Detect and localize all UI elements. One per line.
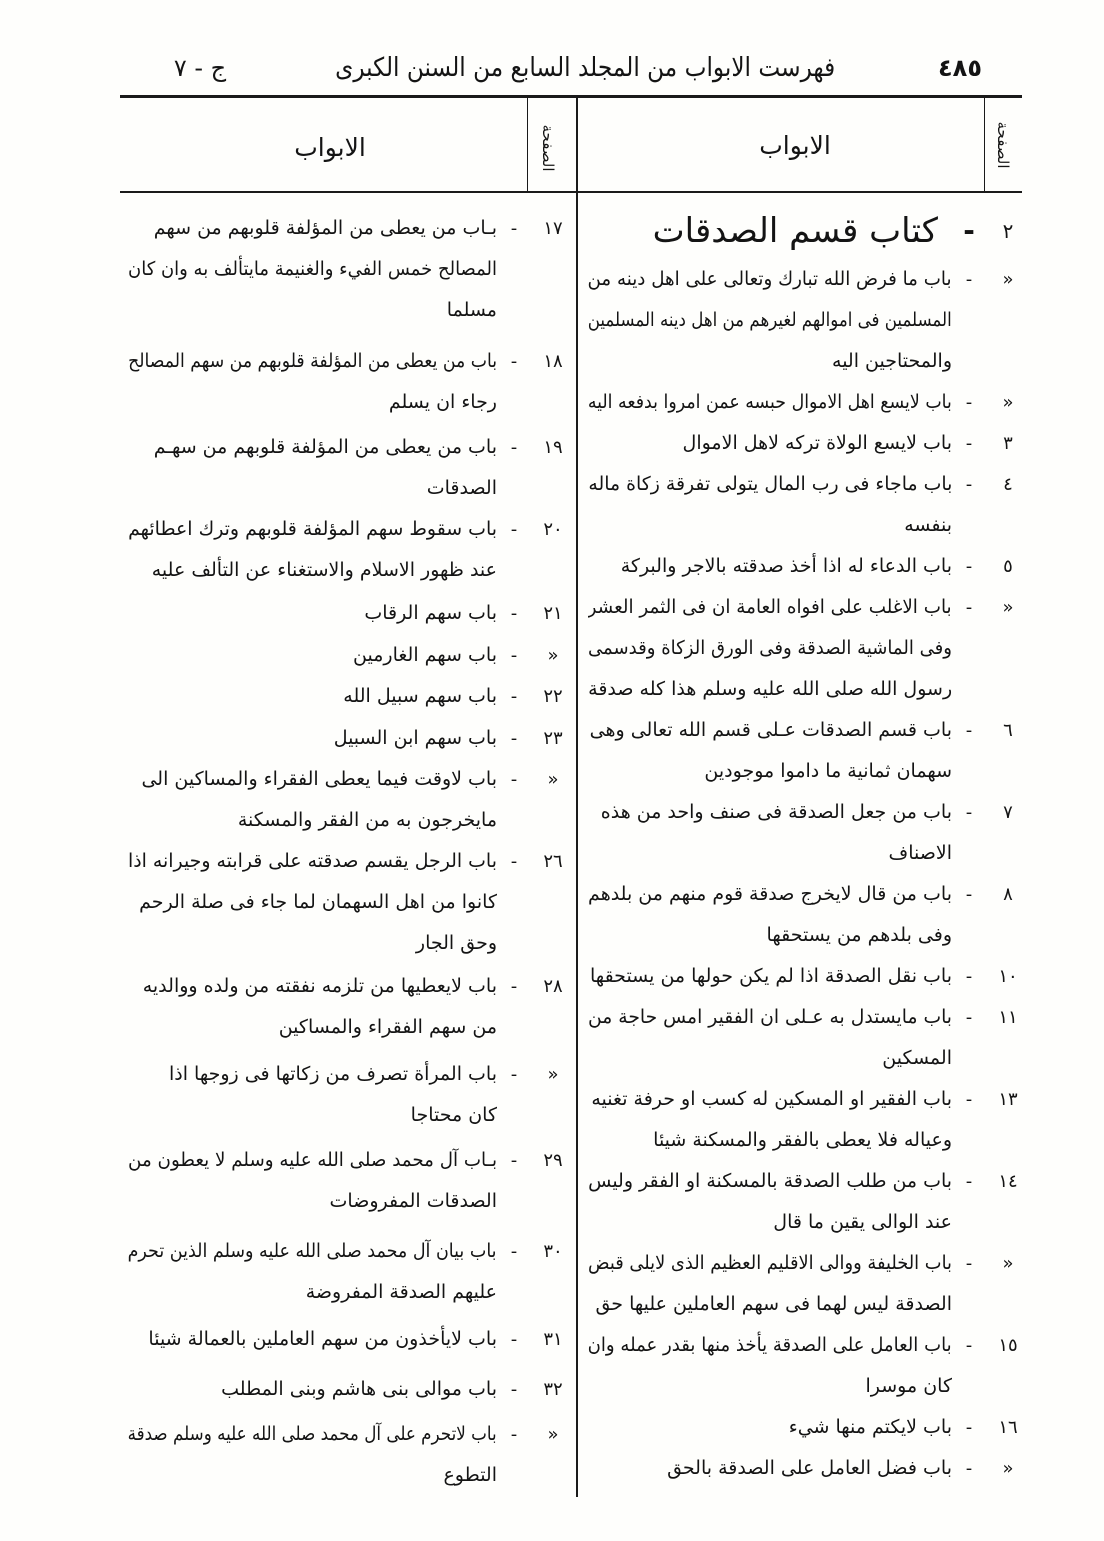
entry-page-number: ٥: [1003, 556, 1013, 577]
entry-text: [588, 546, 952, 587]
entry-text-line: [588, 956, 952, 997]
entry-dash: -: [510, 685, 518, 707]
right-column: [588, 203, 1030, 1489]
entry-dash: -: [965, 966, 973, 987]
entry-dash: -: [510, 1423, 518, 1445]
entry-text-line: [588, 669, 952, 710]
entry-text: [588, 423, 952, 464]
entry-text-line: [588, 300, 952, 341]
index-entry: [128, 1319, 575, 1360]
entry-text: [588, 464, 952, 546]
entry-page-number: «: [1002, 1253, 1014, 1274]
entry-text-line-content: باب من قال لايخرج صدقة قوم منهم من بلدهم: [588, 883, 952, 905]
entry-text-line-content: بنفسه: [904, 514, 952, 536]
entry-text-line: [128, 923, 497, 964]
entry-text-line: [128, 208, 497, 249]
index-entry: [588, 956, 1030, 997]
entry-text-line: [588, 1038, 952, 1079]
entry-text-line-content: باب المرأة تصرف من زكاتها فى زوجها اذا: [168, 1062, 497, 1085]
entry-text-line: [128, 1272, 497, 1313]
entry-dash: -: [965, 392, 973, 413]
entry-text-line-content: باب لايأخذون من سهم العاملين بالعمالة شيئا: [148, 1327, 497, 1350]
entry-text: [588, 956, 952, 997]
entry-page-number: «: [547, 1063, 559, 1085]
entry-page-number: ١٦: [998, 1417, 1018, 1438]
entry-text: [588, 710, 952, 792]
entry-text-line-content: باب من طلب الصدقة بالمسكنة او الفقر وليس: [588, 1170, 952, 1192]
entry-text-line-content: باب لاتحرم على آل محمد صلى الله عليه وسلم صدقة: [128, 1422, 497, 1445]
entry-text: [128, 593, 497, 634]
entry-text-line: [588, 1120, 952, 1161]
book-heading-title-text: كتاب قسم الصدقات: [652, 211, 938, 251]
right-page-column-label: [991, 103, 1015, 187]
entry-text-line-content: باب من يعطى من المؤلفة قلوبهم من سهـم: [153, 435, 497, 458]
left-column-heading: [180, 122, 480, 172]
entry-text: [128, 718, 497, 759]
entry-dash: -: [965, 1089, 973, 1110]
entry-page-number: ٣٢: [543, 1378, 563, 1400]
index-entry: [588, 1325, 1030, 1407]
index-entry: [588, 423, 1030, 464]
entry-text: [128, 1319, 497, 1360]
entry-page-number: ١٧: [543, 217, 563, 239]
entry-text-line: [128, 509, 497, 550]
entry-text-line: [128, 800, 497, 841]
entry-text-line-content: باب من جعل الصدقة فى صنف واحد من هذه: [600, 801, 952, 823]
entry-text-line-content: باب لايعطيها من تلزمه نفقته من ولده ووالديه: [142, 974, 497, 997]
entry-text-line-content: الاصناف: [888, 842, 952, 864]
left-page-column-label-text: الصفحة: [539, 124, 557, 172]
index-entry: [128, 509, 575, 591]
entry-dash: -: [965, 1007, 973, 1028]
entry-page-number: ٢٠: [543, 518, 563, 540]
entry-text: [588, 1079, 952, 1161]
entry-page-number: ١٨: [543, 350, 563, 372]
entry-dash: -: [510, 1149, 518, 1171]
entry-text-line: [128, 1054, 497, 1095]
entry-dash: -: [510, 975, 518, 997]
entry-text-line-content: باب الخليفة ووالى الاقليم العظيم الذى لايلى قبض: [588, 1252, 952, 1274]
entry-page-number: ٣١: [543, 1328, 563, 1350]
entry-text-line: [588, 1079, 952, 1120]
entry-dash: -: [510, 644, 518, 666]
entry-dash: -: [965, 802, 973, 823]
entry-text-line: [588, 997, 952, 1038]
entry-text-line: [588, 423, 952, 464]
entry-text-line-content: باب سهم ابن السبيل: [333, 726, 497, 749]
entry-text-line: [588, 874, 952, 915]
entry-page-number: ١٩: [543, 436, 563, 458]
entry-page-number: «: [547, 1423, 559, 1445]
entry-page-number: «: [1002, 392, 1014, 413]
entry-text-line: [128, 966, 497, 1007]
entry-text-line-content: مايخرجون به من الفقر والمسكنة: [237, 808, 497, 831]
entry-dash: -: [965, 1458, 973, 1479]
entry-page-number: ٦: [1003, 720, 1013, 741]
entry-text-line-content: مسلما: [446, 298, 497, 321]
entry-text-line: [588, 1448, 952, 1489]
entry-text-line-content: باب لايكتم منها شيء: [788, 1416, 952, 1438]
entry-text-line: [128, 593, 497, 634]
entry-dash: -: [510, 217, 518, 239]
index-entry: [128, 1140, 575, 1222]
entry-dash: -: [510, 727, 518, 749]
page-number-text: ٤٨٥: [938, 54, 982, 82]
entry-page-number: ١٠: [998, 966, 1018, 987]
page-number: [920, 48, 1000, 88]
entry-text-line-content: باب نقل الصدقة اذا لم يكن حولها من يستحقها: [590, 965, 952, 987]
entry-text-line-content: باب مايستدل به عـلى ان الفقير امس حاجة من: [588, 1006, 952, 1028]
entry-text: [128, 635, 497, 676]
entry-dash: -: [510, 768, 518, 790]
entry-text: [128, 676, 497, 717]
entry-text-line: [588, 751, 952, 792]
index-entry: [128, 841, 575, 964]
entry-text: [588, 1407, 952, 1448]
index-entry: [588, 1161, 1030, 1243]
index-entry: [128, 966, 575, 1048]
entry-page-number: ١٣: [998, 1089, 1018, 1110]
entry-text: [128, 208, 497, 331]
entry-text-line-content: الصدقات المفروضات: [329, 1189, 497, 1212]
entry-page-number: ٢٨: [543, 975, 563, 997]
book-heading-dash: -: [963, 214, 975, 247]
entry-text-line-content: رجاء ان يسلم: [388, 390, 497, 413]
entry-text-line-content: والمحتاجين اليه: [832, 350, 952, 372]
index-entry: [128, 676, 575, 717]
entry-page-number: «: [1002, 1458, 1014, 1479]
index-entry: [588, 710, 1030, 792]
index-entry: [128, 208, 575, 331]
entry-text: [588, 587, 952, 710]
index-entry: [128, 759, 575, 841]
entry-text-line-content: المسلمين فى اموالهم لغيرهم من اهل دينه المسلمين: [588, 309, 952, 331]
index-entry: [588, 874, 1030, 956]
entry-text-line: [128, 1095, 497, 1136]
right-column-heading: [640, 120, 950, 170]
entry-text: [588, 1243, 952, 1325]
entry-page-number: «: [547, 644, 559, 666]
entry-text-line: [128, 1140, 497, 1181]
entry-text-line: [588, 464, 952, 505]
entry-page-number: ٢٩: [543, 1149, 563, 1171]
entry-page-number: ٢٣: [543, 727, 563, 749]
entry-text-line-content: المسكين: [882, 1047, 952, 1069]
entry-text-line: [588, 1325, 952, 1366]
entry-text: [588, 1448, 952, 1489]
entry-text-line-content: الصدقات: [426, 476, 497, 499]
entry-text-line: [588, 1366, 952, 1407]
index-entry: [128, 1369, 575, 1410]
entry-text-line-content: وفى الماشية الصدقة وفى الورق الزكاة وقدسمى: [588, 637, 952, 659]
entry-text-line: [588, 1407, 952, 1448]
entry-text-line-content: باب بيان آل محمد صلى الله عليه وسلم الذين تحرم: [128, 1239, 497, 1262]
entry-text-line: [128, 718, 497, 759]
entry-dash: -: [510, 436, 518, 458]
entry-text-line: [588, 546, 952, 587]
entry-text-line-content: باب سهم سبيل الله: [343, 684, 497, 707]
entry-text: [128, 1414, 497, 1496]
entry-page-number: «: [1002, 597, 1014, 618]
entry-text-line: [128, 427, 497, 468]
index-entry: [588, 1243, 1030, 1325]
entry-text-line-content: باب الفقير او المسكين له كسب او حرفة تغنيه: [591, 1088, 952, 1110]
entry-text-line-content: الصدقة ليس لهما فى سهم العاملين عليها حق: [595, 1293, 952, 1315]
entry-text: [128, 1369, 497, 1410]
index-entry: [588, 1448, 1030, 1489]
entry-text-line-content: باب قسم الصدقات عـلى قسم الله تعالى وهى: [589, 719, 952, 741]
entry-text-line: [128, 1414, 497, 1455]
entry-text-line-content: وعياله فلا يعطى بالفقر والمسكنة شيئا: [653, 1129, 952, 1151]
entry-text-line-content: عليهم الصدقة المفروضة: [305, 1280, 497, 1303]
entry-dash: -: [965, 474, 973, 495]
entry-dash: -: [965, 556, 973, 577]
index-entry: [128, 1231, 575, 1313]
entry-text-line-content: بـاب آل محمد صلى الله عليه وسلم لا يعطون من: [128, 1148, 497, 1171]
index-entry: [588, 1407, 1030, 1448]
entry-text-line: [588, 1284, 952, 1325]
entry-text-line: [128, 1231, 497, 1272]
entry-dash: -: [965, 1335, 973, 1356]
right-header-divider: [984, 97, 985, 192]
entry-text-line: [588, 792, 952, 833]
index-entry: [128, 635, 575, 676]
entry-text: [128, 1054, 497, 1136]
index-entry: [588, 382, 1030, 423]
entry-page-number: ٢١: [543, 602, 563, 624]
entry-text-line: [128, 676, 497, 717]
entry-text-line-content: باب الرجل يقسم صدقته على قرابته وجيرانه اذا: [128, 849, 497, 872]
entry-text-line-content: باب العامل على الصدقة يأخذ منها بقدر عمله وان: [588, 1334, 952, 1356]
column-divider: [576, 97, 578, 1497]
right-column-heading-text: الابواب: [759, 130, 831, 160]
entry-text: [128, 509, 497, 591]
entry-page-number: ٢٦: [543, 850, 563, 872]
entry-text-line-content: باب سقوط سهم المؤلفة قلوبهم وترك اعطائهم: [128, 517, 497, 540]
entry-text: [128, 759, 497, 841]
entry-dash: -: [965, 433, 973, 454]
book-heading: [588, 203, 1030, 259]
entry-dash: -: [965, 269, 973, 290]
entry-page-number: «: [547, 768, 559, 790]
entry-page-number: ٢٢: [543, 685, 563, 707]
column-header-rule: [120, 191, 1022, 193]
entry-text-line-content: التطوع: [443, 1463, 497, 1486]
entry-text-line: [128, 1369, 497, 1410]
entry-text-line-content: باب من يعطى من المؤلفة قلوبهم من سهم المصالح: [128, 349, 497, 372]
page-title-text: فهرست الابواب من المجلد السابع من السنن الكبرى: [334, 53, 835, 83]
entry-page-number: ٣٠: [543, 1240, 563, 1262]
index-entry: [588, 792, 1030, 874]
entry-text: [588, 997, 952, 1079]
index-entry: [128, 593, 575, 634]
entry-text-line-content: باب لايسع الولاة تركه لاهل الاموال: [682, 432, 952, 454]
entry-text-line: [128, 1455, 497, 1496]
entry-text-line-content: باب سهم الرقاب: [364, 601, 497, 624]
entry-text-line-content: سهمان ثمانية ما داموا موجودين: [704, 760, 952, 782]
entry-text-line: [128, 382, 497, 423]
entry-text-line: [128, 1181, 497, 1222]
entry-text-line-content: كان موسرا: [865, 1375, 952, 1397]
entry-text: [588, 792, 952, 874]
entry-text-line-content: بـاب من يعطى من المؤلفة قلوبهم من سهم: [153, 216, 497, 239]
entry-text: [588, 874, 952, 956]
entry-dash: -: [965, 1253, 973, 1274]
entry-text-line-content: كان محتاجا: [410, 1103, 497, 1126]
entry-text-line-content: وحق الجار: [415, 931, 497, 954]
entry-text: [588, 259, 952, 382]
entry-text-line-content: باب الاغلب على افواه العامة ان فى الثمر العشر: [588, 596, 952, 618]
entry-text-line-content: باب الدعاء له اذا أخذ صدقته بالاجر والبركة: [620, 555, 952, 577]
entry-text-line: [128, 759, 497, 800]
entry-dash: -: [510, 602, 518, 624]
index-entry: [588, 997, 1030, 1079]
entry-page-number: ١٤: [998, 1171, 1018, 1192]
entry-text-line-content: كانوا من اهل السهمان لما جاء فى صلة الرحم: [139, 890, 497, 913]
entry-text-line: [588, 1161, 952, 1202]
entry-text-line: [588, 1243, 952, 1284]
entry-text-line: [588, 505, 952, 546]
entry-page-number: ٤: [1003, 474, 1013, 495]
entry-text-line-content: المصالح خمس الفيء والغنيمة مايتألف به وان كان: [128, 257, 497, 280]
entry-text-line: [128, 635, 497, 676]
entry-text: [128, 427, 497, 509]
index-entry: [128, 427, 575, 509]
entry-text-line-content: باب ماجاء فى رب المال يتولى تفرقة زكاة ماله: [588, 473, 952, 495]
right-page-column-label-text: الصفحة: [994, 121, 1012, 169]
index-entry: [588, 546, 1030, 587]
entry-text-line: [128, 341, 497, 382]
index-entry: [588, 587, 1030, 710]
entry-text-line-content: وفى بلدهم من يستحقها: [766, 924, 952, 946]
entry-text: [128, 966, 497, 1048]
left-column: [128, 208, 575, 1496]
entry-text-line-content: باب موالى بنى هاشم وبنى المطلب: [221, 1377, 497, 1400]
entry-text-line: [588, 382, 952, 423]
index-entry: [588, 464, 1030, 546]
entry-text-line: [588, 833, 952, 874]
entry-text-line: [588, 710, 952, 751]
entry-page-number: ١١: [998, 1007, 1018, 1028]
entry-dash: -: [965, 1171, 973, 1192]
entry-page-number: ٧: [1003, 802, 1013, 823]
entry-text-line-content: عند ظهور الاسلام والاستغناء عن التألف عليه: [151, 558, 497, 581]
index-entry: [128, 1414, 575, 1496]
entry-text-line-content: باب سهم الغارمين: [353, 643, 497, 666]
entry-page-number: ٣: [1003, 433, 1013, 454]
entry-text-line: [588, 1202, 952, 1243]
entry-text-line: [128, 290, 497, 331]
entry-page-number: ٨: [1003, 884, 1013, 905]
page-title: [335, 46, 835, 90]
index-entry: [588, 259, 1030, 382]
entry-text-line: [128, 249, 497, 290]
entry-dash: -: [510, 350, 518, 372]
entry-text-line: [128, 468, 497, 509]
entry-dash: -: [510, 1240, 518, 1262]
entry-text-line-content: من سهم الفقراء والمساكين: [278, 1015, 497, 1038]
left-column-heading-text: الابواب: [294, 132, 366, 162]
index-entry: [128, 718, 575, 759]
left-page-column-label: [536, 106, 560, 190]
entry-page-number: «: [1002, 269, 1014, 290]
entry-dash: -: [510, 1378, 518, 1400]
entry-dash: -: [510, 850, 518, 872]
entry-text-line-content: رسول الله صلى الله عليه وسلم هذا كله صدقة: [588, 678, 952, 700]
entry-text-line-content: باب لايسع اهل الاموال حبسه عمن امروا بدفعه اليه: [588, 391, 952, 413]
entry-text-line: [588, 915, 952, 956]
entry-dash: -: [965, 1417, 973, 1438]
book-heading-title: [588, 203, 952, 259]
entry-text: [128, 1140, 497, 1222]
entry-text: [128, 841, 497, 964]
header-rule: [120, 95, 1022, 98]
book-heading-page-number: ٢: [1002, 219, 1014, 243]
entry-text-line: [128, 1319, 497, 1360]
entry-text-line-content: باب ما فرض الله تبارك وتعالى على اهل دينه من: [588, 268, 952, 290]
volume-label: [140, 48, 260, 88]
entry-text: [128, 1231, 497, 1313]
entry-text-line: [588, 259, 952, 300]
entry-page-number: ١٥: [998, 1335, 1018, 1356]
entry-dash: -: [510, 1328, 518, 1350]
index-entry: [128, 341, 575, 423]
entry-text-line-content: عند الوالى يقين ما قال: [773, 1211, 952, 1233]
entry-dash: -: [965, 597, 973, 618]
entry-dash: -: [510, 1063, 518, 1085]
entry-text: [588, 1325, 952, 1407]
entry-dash: -: [510, 518, 518, 540]
entry-dash: -: [965, 884, 973, 905]
index-entry: [588, 1079, 1030, 1161]
index-entry: [128, 1054, 575, 1136]
entry-text-line-content: باب لاوقت فيما يعطى الفقراء والمساكين الى: [141, 767, 497, 790]
entry-dash: -: [965, 720, 973, 741]
entry-text-line-content: باب فضل العامل على الصدقة بالحق: [667, 1457, 952, 1479]
entry-text-line: [128, 550, 497, 591]
entry-text-line: [588, 341, 952, 382]
entry-text-line: [588, 628, 952, 669]
right-entry-list: [588, 259, 1030, 1489]
left-header-divider: [527, 97, 528, 192]
entry-text-line: [128, 1007, 497, 1048]
entry-text: [588, 1161, 952, 1243]
volume-label-text: ج - ٧: [173, 54, 227, 82]
entry-text: [588, 382, 952, 423]
entry-text: [128, 341, 497, 423]
entry-text-line: [588, 587, 952, 628]
entry-text-line: [128, 882, 497, 923]
entry-text-line: [128, 841, 497, 882]
